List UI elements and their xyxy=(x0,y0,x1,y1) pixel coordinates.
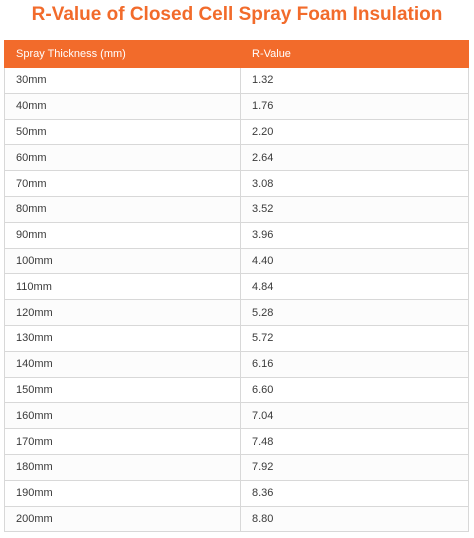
r-value-cell: 6.16 xyxy=(241,351,469,377)
r-value-cell: 2.20 xyxy=(241,119,469,145)
table-header-row xyxy=(5,41,469,68)
thickness-cell: 140mm xyxy=(5,351,241,377)
table-row xyxy=(5,351,469,377)
table-row xyxy=(5,274,469,300)
thickness-cell: 170mm xyxy=(5,429,241,455)
table-row xyxy=(5,377,469,403)
r-value-cell: 7.04 xyxy=(241,403,469,429)
thickness-cell: 120mm xyxy=(5,300,241,326)
r-value-cell: 4.40 xyxy=(241,248,469,274)
thickness-cell: 60mm xyxy=(5,145,241,171)
thickness-cell: 180mm xyxy=(5,454,241,480)
r-value-cell: 1.32 xyxy=(241,68,469,94)
header-spray-thickness: Spray Thickness (mm) xyxy=(5,41,241,68)
page-title: R-Value of Closed Cell Spray Foam Insulation xyxy=(31,4,443,25)
r-value-cell: 7.92 xyxy=(241,454,469,480)
table-row xyxy=(5,171,469,197)
r-value-cell: 4.84 xyxy=(241,274,469,300)
thickness-cell: 190mm xyxy=(5,480,241,506)
table-row xyxy=(5,300,469,326)
thickness-cell: 40mm xyxy=(5,93,241,119)
table-row xyxy=(5,93,469,119)
thickness-cell: 160mm xyxy=(5,403,241,429)
r-value-cell: 2.64 xyxy=(241,145,469,171)
thickness-cell: 50mm xyxy=(5,119,241,145)
r-value-cell: 5.28 xyxy=(241,300,469,326)
table-row xyxy=(5,145,469,171)
table-row xyxy=(5,325,469,351)
r-value-cell: 1.76 xyxy=(241,93,469,119)
table-row xyxy=(5,119,469,145)
table-row xyxy=(5,506,469,532)
thickness-cell: 70mm xyxy=(5,171,241,197)
header-r-value: R-Value xyxy=(241,41,469,68)
r-value-cell: 7.48 xyxy=(241,429,469,455)
r-value-table xyxy=(4,40,469,532)
table-row xyxy=(5,196,469,222)
table-body xyxy=(5,68,469,532)
table-row xyxy=(5,248,469,274)
r-value-cell: 5.72 xyxy=(241,325,469,351)
thickness-cell: 150mm xyxy=(5,377,241,403)
table-row xyxy=(5,68,469,94)
thickness-cell: 30mm xyxy=(5,68,241,94)
r-value-cell: 3.52 xyxy=(241,196,469,222)
thickness-cell: 130mm xyxy=(5,325,241,351)
table-row xyxy=(5,480,469,506)
r-value-cell: 6.60 xyxy=(241,377,469,403)
r-value-cell: 3.96 xyxy=(241,222,469,248)
table-row xyxy=(5,222,469,248)
table-row xyxy=(5,454,469,480)
r-value-cell: 3.08 xyxy=(241,171,469,197)
r-value-cell: 8.80 xyxy=(241,506,469,532)
thickness-cell: 80mm xyxy=(5,196,241,222)
thickness-cell: 90mm xyxy=(5,222,241,248)
thickness-cell: 110mm xyxy=(5,274,241,300)
r-value-cell: 8.36 xyxy=(241,480,469,506)
table-row xyxy=(5,429,469,455)
thickness-cell: 100mm xyxy=(5,248,241,274)
table-row xyxy=(5,403,469,429)
thickness-cell: 200mm xyxy=(5,506,241,532)
